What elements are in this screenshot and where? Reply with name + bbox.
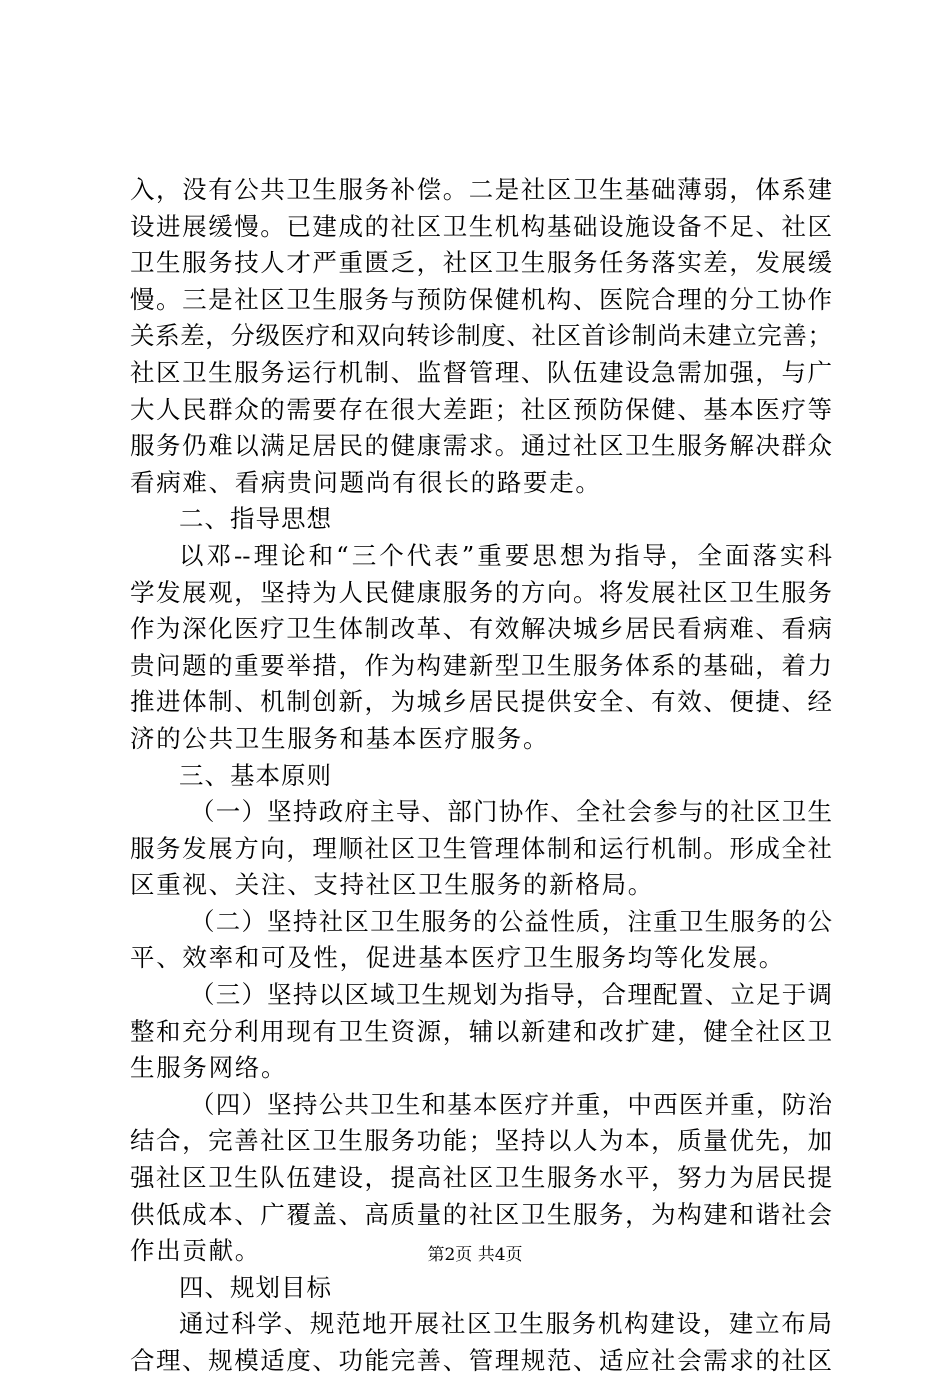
paragraph-first-line: （三）坚持以区域卫生规划为指导，合理配置、立足于调: [190, 980, 832, 1010]
body-text-line: 看病难、看病贵问题尚有很长的路要走。: [130, 467, 602, 497]
body-text-line: 卫生服务技人才严重匮乏，社区卫生服务任务落实差，发展缓: [130, 248, 832, 278]
body-text-line: 结合，完善社区卫生服务功能；坚持以人为本，质量优先，加: [130, 1126, 832, 1156]
paragraph-first-line: （二）坚持社区卫生服务的公益性质，注重卫生服务的公: [190, 906, 832, 936]
body-text-line: 慢。三是社区卫生服务与预防保健机构、医院合理的分工协作: [130, 284, 832, 314]
body-text-line: 贵问题的重要举措，作为构建新型卫生服务体系的基础，着力: [130, 650, 832, 680]
body-text-line: 济的公共卫生服务和基本医疗服务。: [130, 723, 550, 753]
body-text-line: 服务仍难以满足居民的健康需求。通过社区卫生服务解决群众: [130, 431, 832, 461]
paragraph-first-line: 通过科学、规范地开展社区卫生服务机构建设，建立布局: [179, 1309, 832, 1339]
body-text-line: 作为深化医疗卫生体制改革、有效解决城乡居民看病难、看病: [130, 614, 832, 644]
paragraph-first-line: （四）坚持公共卫生和基本医疗并重，中西医并重，防治: [190, 1089, 832, 1119]
body-text-line: 强社区卫生队伍建设，提高社区卫生服务水平，努力为居民提: [130, 1163, 832, 1193]
section-heading: 四、规划目标: [179, 1272, 332, 1302]
body-text-line: 设进展缓慢。已建成的社区卫生机构基础设施设备不足、社区: [130, 211, 832, 241]
body-text-line: 服务发展方向，理顺社区卫生管理体制和运行机制。形成全社: [130, 833, 832, 863]
body-text-line: 入，没有公共卫生服务补偿。二是社区卫生基础薄弱，体系建: [130, 175, 832, 204]
body-text-line: 推进体制、机制创新，为城乡居民提供安全、有效、便捷、经: [130, 687, 832, 717]
body-text-line: 整和充分利用现有卫生资源，辅以新建和改扩建，健全社区卫: [130, 1016, 832, 1046]
body-text-line: 社区卫生服务运行机制、监督管理、队伍建设急需加强，与广: [130, 357, 832, 387]
section-heading: 二、指导思想: [179, 504, 332, 534]
body-text-line: 平、效率和可及性，促进基本医疗卫生服务均等化发展。: [130, 943, 785, 973]
body-text-line: 合理、规模适度、功能完善、管理规范、适应社会需求的社区: [130, 1346, 832, 1375]
paragraph-first-line: 以邓--理论和“三个代表”重要思想为指导，全面落实科: [179, 540, 832, 570]
body-text-line: 学发展观，坚持为人民健康服务的方向。将发展社区卫生服务: [130, 577, 832, 607]
body-text-line: 供低成本、广覆盖、高质量的社区卫生服务，为构建和谐社会: [130, 1199, 832, 1229]
paragraph-first-line: （一）坚持政府主导、部门协作、全社会参与的社区卫生: [190, 797, 832, 827]
body-text-line: 大人民群众的需要存在很大差距；社区预防保健、基本医疗等: [130, 394, 832, 424]
body-text-line: 生服务网络。: [130, 1053, 288, 1083]
document-body: [130, 172, 832, 1380]
section-heading: 三、基本原则: [179, 760, 332, 790]
body-text-line: 关系差，分级医疗和双向转诊制度、社区首诊制尚未建立完善；: [130, 321, 832, 351]
body-text-line: 区重视、关注、支持社区卫生服务的新格局。: [130, 870, 654, 900]
page-footer: 第2页 共4页: [427, 1245, 523, 1265]
body-text-line: 作出贡献。: [130, 1236, 261, 1266]
